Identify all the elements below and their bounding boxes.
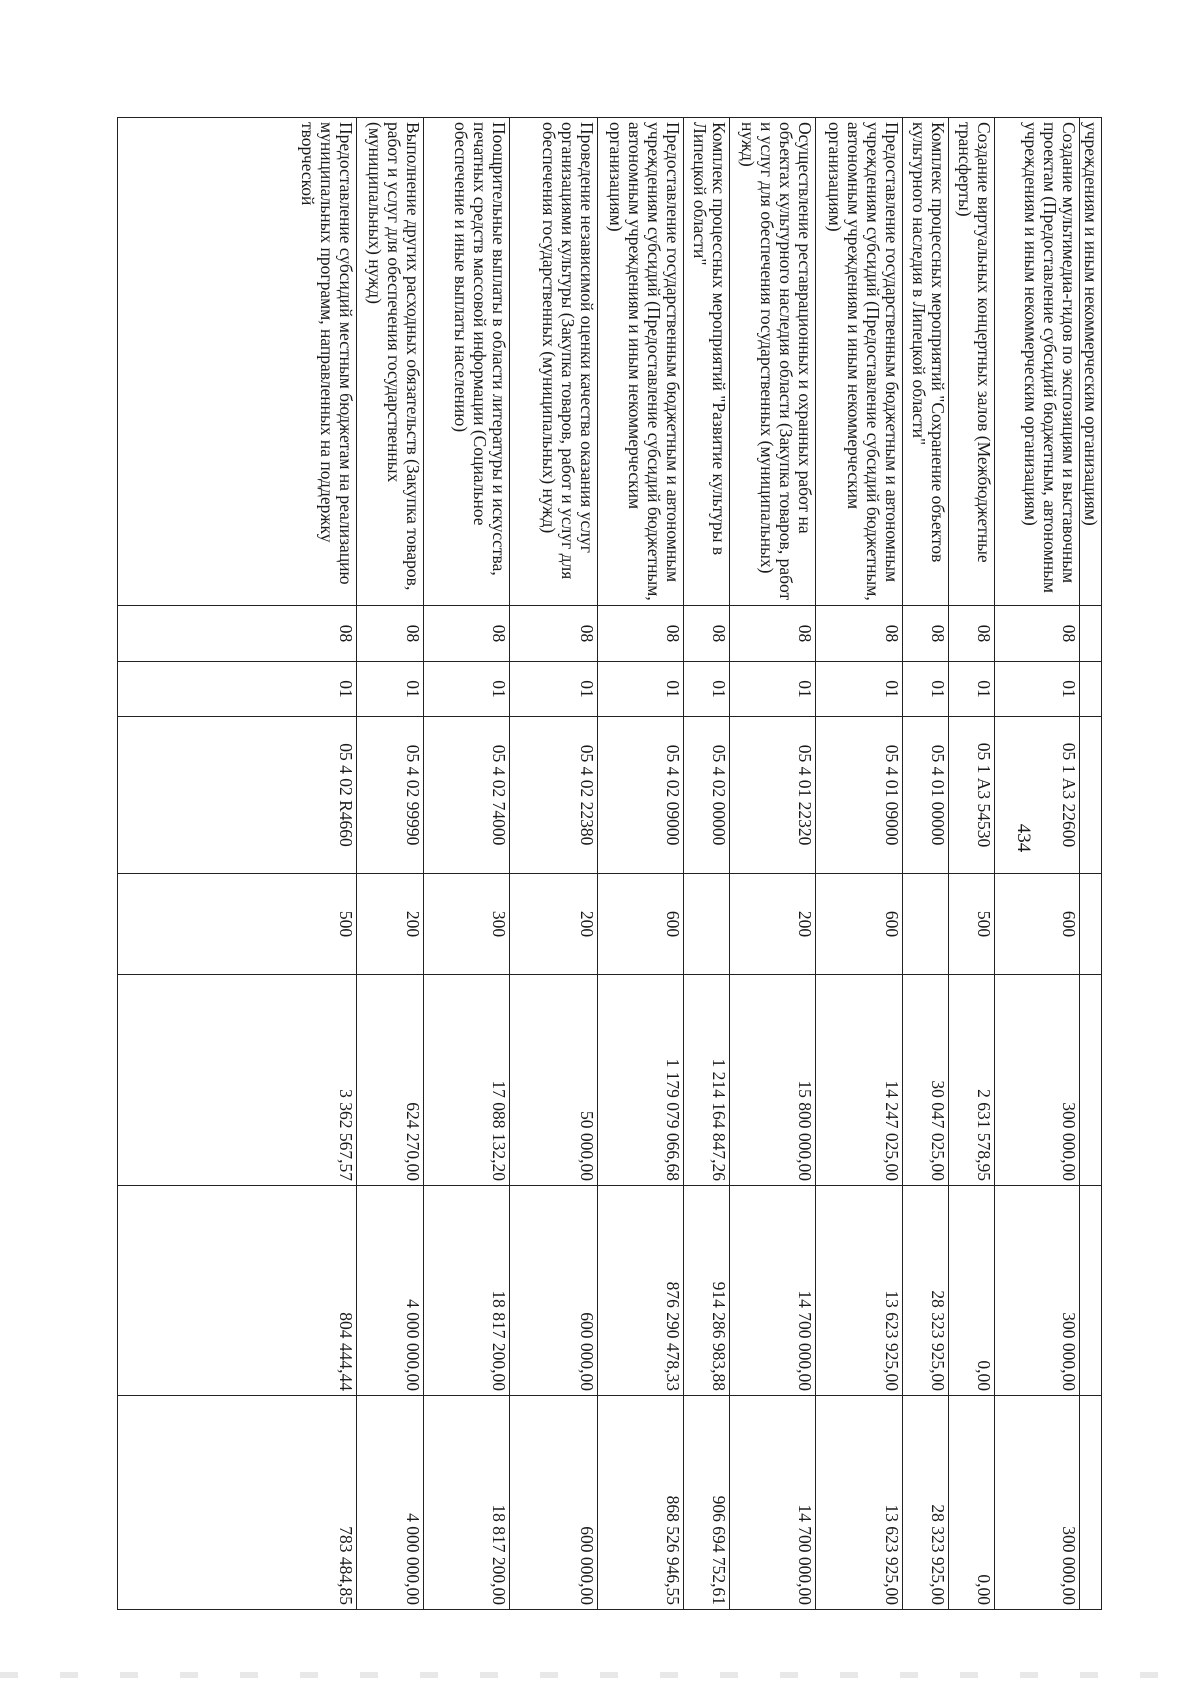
amount-year3-cell: 0,00 — [949, 1396, 995, 1610]
amount-year3-cell: 783 484,85 — [118, 1396, 357, 1610]
expense-type-cell: 200 — [510, 874, 598, 975]
row-name: Осуществление реставрационных и охранных работ на объектах культурного наследия области (Закупка товаров, работ и услуг для обеспечения государственных (муниципальных) нужд) — [730, 118, 816, 606]
amount-year2-cell: 4 000 000,00 — [357, 1186, 424, 1396]
table-row — [995, 118, 1080, 1610]
row-name: Предоставление государственным бюджетным и автономным учреждениям субсидий (Предоставление субсидий бюджетным, автономным учреждениям и иным некоммерческим организациям) — [598, 118, 684, 606]
row-name: Комплекс процессных мероприятий "Развитие культуры в Липецкой области" — [684, 118, 730, 606]
amount-year1-cell: 1 214 164 847,26 — [684, 975, 730, 1186]
amount-year1-cell: 15 800 000,00 — [730, 975, 816, 1186]
chapter-cell: 08 — [949, 606, 995, 662]
subchapter-cell: 01 — [118, 662, 357, 717]
expense-type-cell: 600 — [995, 874, 1080, 975]
target-article-cell: 05 4 02 00000 — [684, 717, 730, 874]
subchapter-cell: 01 — [995, 662, 1080, 717]
amount-year3-cell: 28 323 925,00 — [903, 1396, 949, 1610]
chapter-cell: 08 — [816, 606, 903, 662]
target-article-cell: 05 4 02 R4660 — [118, 717, 357, 874]
row-name: Выполнение других расходных обязательств (Закупка товаров, работ и услуг для обеспечения государственных (муниципальных) нужд) — [357, 118, 424, 606]
amount-year3-cell: 4 000 000,00 — [357, 1396, 424, 1610]
target-article-cell: 05 1 А3 22600 — [995, 717, 1080, 874]
table-row — [118, 118, 357, 1610]
target-article-cell: 05 4 01 22320 — [730, 717, 816, 874]
expense-type-cell — [684, 874, 730, 975]
chapter-cell: 08 — [598, 606, 684, 662]
amount-year3-cell: 14 700 000,00 — [730, 1396, 816, 1610]
amount-year3-cell: 300 000,00 — [995, 1396, 1080, 1610]
amount-year2-cell: 300 000,00 — [995, 1186, 1080, 1396]
row-name: Предоставление субсидий местным бюджетам на реализацию муниципальных программ, направленных на поддержку творческой — [118, 118, 357, 606]
expense-type-cell: 200 — [730, 874, 816, 975]
amount-year1-cell: 14 247 025,00 — [816, 975, 903, 1186]
expense-type-cell: 200 — [357, 874, 424, 975]
amount-year3-cell: 600 000,00 — [510, 1396, 598, 1610]
row-name: Создание мультимедиа-гидов по экспозициям и выставочным проектам (Предоставление субсидий бюджетным, автономным учреждениям и иным некоммерческим организациям) — [995, 118, 1080, 606]
budget-sheet — [117, 117, 1102, 1609]
table-body — [118, 118, 1102, 1610]
target-article-cell: 05 4 02 22380 — [510, 717, 598, 874]
amount-year2-cell: 914 286 983,88 — [684, 1186, 730, 1396]
target-article-cell: 05 4 02 99990 — [357, 717, 424, 874]
amount-year2-cell: 0,00 — [949, 1186, 995, 1396]
chapter-cell: 08 — [424, 606, 510, 662]
chapter-cell: 08 — [684, 606, 730, 662]
row-name: Поощрительные выплаты в области литературы и искусства, печатных средств массовой информации (Социальное обеспечение и иные выплаты населению) — [424, 118, 510, 606]
amount-year3-cell: 906 694 752,61 — [684, 1396, 730, 1610]
amount-year1-cell: 624 270,00 — [357, 975, 424, 1186]
subchapter-cell: 01 — [424, 662, 510, 717]
chapter-cell: 08 — [903, 606, 949, 662]
row-name: Предоставление государственным бюджетным и автономным учреждениям субсидий (Предоставление субсидий бюджетным, автономным учреждениям и иным некоммерческим организациям) — [816, 118, 903, 606]
table-row — [816, 118, 903, 1610]
scan-artifact-strip — [0, 1672, 1200, 1678]
amount-year1-cell: 17 088 132,20 — [424, 975, 510, 1186]
table-row — [424, 118, 510, 1610]
expense-type-cell — [1080, 874, 1102, 975]
row-name: учреждениям и иным некоммерческим организациям) — [1080, 118, 1102, 606]
amount-year1-cell — [1080, 975, 1102, 1186]
target-article-cell: 05 1 А3 54530 — [949, 717, 995, 874]
table-row — [510, 118, 598, 1610]
chapter-cell: 08 — [357, 606, 424, 662]
target-article-cell: 05 4 02 09000 — [598, 717, 684, 874]
subchapter-cell: 01 — [816, 662, 903, 717]
table-row — [1080, 118, 1102, 1610]
table-row — [684, 118, 730, 1610]
subchapter-cell: 01 — [730, 662, 816, 717]
row-name: Проведение независимой оценки качества оказания услуг организациями культуры (Закупка товаров, работ и услуг для обеспечения государственных (муниципальных) нужд) — [510, 118, 598, 606]
row-name: Создание виртуальных концертных залов (Межбюджетные трансферты) — [949, 118, 995, 606]
expense-type-cell — [903, 874, 949, 975]
amount-year3-cell — [1080, 1396, 1102, 1610]
amount-year1-cell: 3 362 567,57 — [118, 975, 357, 1186]
amount-year2-cell — [1080, 1186, 1102, 1396]
amount-year2-cell: 13 623 925,00 — [816, 1186, 903, 1396]
subchapter-cell: 01 — [598, 662, 684, 717]
amount-year1-cell: 1 179 079 066,68 — [598, 975, 684, 1186]
chapter-cell: 08 — [730, 606, 816, 662]
expense-type-cell: 500 — [949, 874, 995, 975]
chapter-cell: 08 — [995, 606, 1080, 662]
expense-type-cell: 300 — [424, 874, 510, 975]
subchapter-cell: 01 — [949, 662, 995, 717]
amount-year2-cell: 18 817 200,00 — [424, 1186, 510, 1396]
table-row — [949, 118, 995, 1610]
expense-type-cell: 600 — [816, 874, 903, 975]
subchapter-cell: 01 — [357, 662, 424, 717]
subchapter-cell: 01 — [684, 662, 730, 717]
target-article-cell: 05 4 01 09000 — [816, 717, 903, 874]
subchapter-cell: 01 — [510, 662, 598, 717]
amount-year1-cell: 300 000,00 — [995, 975, 1080, 1186]
amount-year2-cell: 14 700 000,00 — [730, 1186, 816, 1396]
chapter-cell: 08 — [118, 606, 357, 662]
page-number: 434 — [1013, 823, 1034, 853]
expense-type-cell: 600 — [598, 874, 684, 975]
chapter-cell — [1080, 606, 1102, 662]
amount-year2-cell: 600 000,00 — [510, 1186, 598, 1396]
amount-year1-cell: 30 047 025,00 — [903, 975, 949, 1186]
subchapter-cell — [1080, 662, 1102, 717]
amount-year3-cell: 18 817 200,00 — [424, 1396, 510, 1610]
amount-year1-cell: 50 000,00 — [510, 975, 598, 1186]
amount-year2-cell: 804 444,44 — [118, 1186, 357, 1396]
table-row — [598, 118, 684, 1610]
expense-type-cell: 500 — [118, 874, 357, 975]
target-article-cell: 05 4 02 74000 — [424, 717, 510, 874]
target-article-cell — [1080, 717, 1102, 874]
subchapter-cell: 01 — [903, 662, 949, 717]
amount-year2-cell: 28 323 925,00 — [903, 1186, 949, 1396]
budget-table — [117, 117, 1102, 1610]
table-row — [357, 118, 424, 1610]
amount-year3-cell: 13 623 925,00 — [816, 1396, 903, 1610]
table-row — [903, 118, 949, 1610]
target-article-cell: 05 4 01 00000 — [903, 717, 949, 874]
amount-year1-cell: 2 631 578,95 — [949, 975, 995, 1186]
amount-year3-cell: 868 526 946,55 — [598, 1396, 684, 1610]
chapter-cell: 08 — [510, 606, 598, 662]
row-name: Комплекс процессных мероприятий "Сохранение объектов культурного наследия в Липецкой области" — [903, 118, 949, 606]
amount-year2-cell: 876 290 478,33 — [598, 1186, 684, 1396]
table-row — [730, 118, 816, 1610]
